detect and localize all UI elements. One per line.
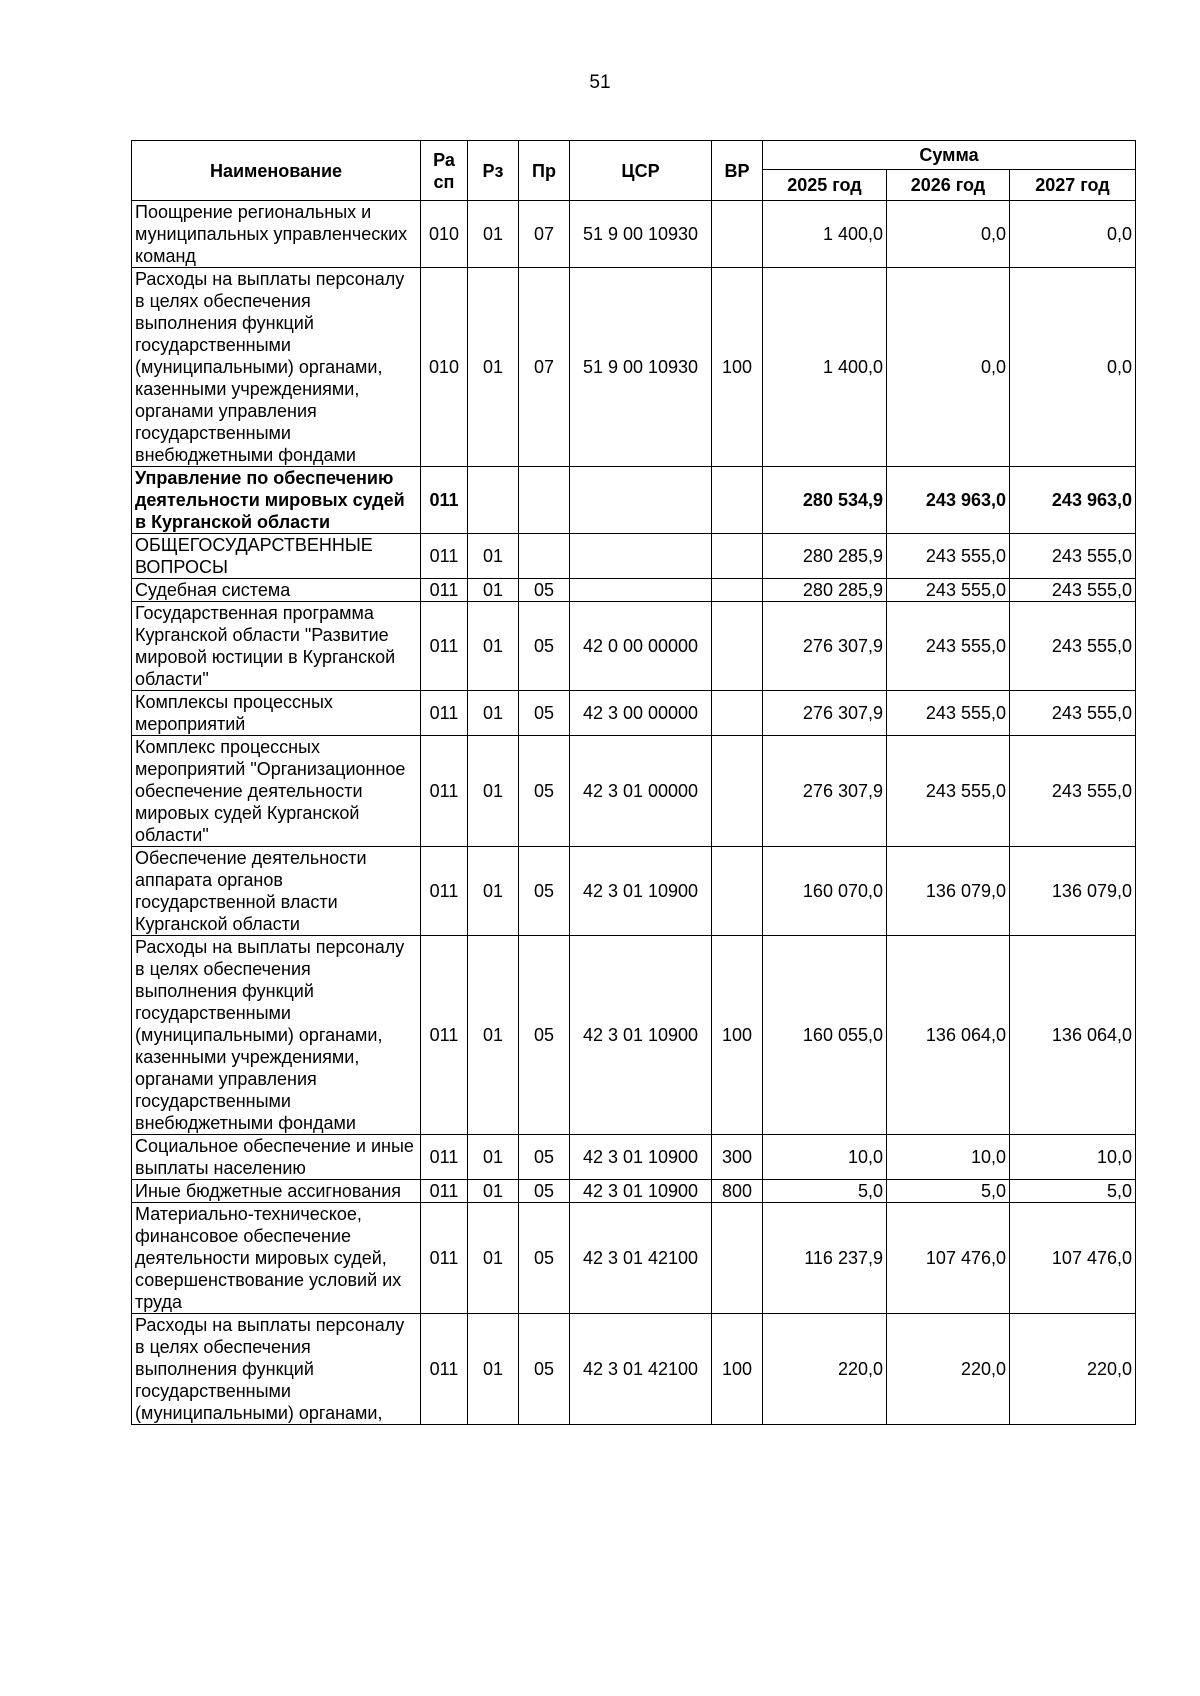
table-row — [132, 1203, 1136, 1314]
cell-csr — [570, 467, 712, 534]
cell-csr — [570, 534, 712, 579]
cell-rz: 01 — [468, 1203, 519, 1314]
cell-vr — [712, 602, 763, 691]
cell-csr: 42 3 01 00000 — [570, 736, 712, 847]
cell-vr: 100 — [712, 1314, 763, 1425]
cell-2026: 107 476,0 — [887, 1203, 1010, 1314]
header-2026: 2026 год — [887, 170, 1010, 201]
cell-rz — [468, 467, 519, 534]
cell-csr: 42 3 01 10900 — [570, 936, 712, 1135]
cell-2027: 243 555,0 — [1010, 736, 1136, 847]
cell-rasp: 011 — [421, 467, 468, 534]
table-row — [132, 936, 1136, 1135]
cell-rz: 01 — [468, 936, 519, 1135]
cell-csr: 42 3 01 10900 — [570, 1135, 712, 1180]
cell-vr — [712, 847, 763, 936]
cell-csr: 51 9 00 10930 — [570, 268, 712, 467]
header-rz: Рз — [468, 141, 519, 201]
cell-rz: 01 — [468, 736, 519, 847]
cell-2025: 5,0 — [763, 1180, 887, 1203]
table-row — [132, 467, 1136, 534]
cell-pr — [519, 467, 570, 534]
cell-csr: 42 0 00 00000 — [570, 602, 712, 691]
cell-2027: 243 963,0 — [1010, 467, 1136, 534]
table-header — [132, 141, 1136, 201]
cell-rasp: 011 — [421, 847, 468, 936]
cell-2026: 243 555,0 — [887, 691, 1010, 736]
table-row — [132, 201, 1136, 268]
cell-pr: 05 — [519, 847, 570, 936]
cell-2026: 0,0 — [887, 201, 1010, 268]
cell-2025: 280 285,9 — [763, 534, 887, 579]
cell-2025: 276 307,9 — [763, 691, 887, 736]
cell-name: Обеспечение деятельности аппарата органов государственной власти Курганской области — [132, 847, 421, 936]
cell-csr: 42 3 01 42100 — [570, 1314, 712, 1425]
cell-rasp: 011 — [421, 1135, 468, 1180]
cell-name: Судебная система — [132, 579, 421, 602]
cell-rasp: 011 — [421, 579, 468, 602]
cell-2025: 1 400,0 — [763, 201, 887, 268]
cell-vr — [712, 579, 763, 602]
cell-vr: 100 — [712, 268, 763, 467]
cell-csr: 42 3 00 00000 — [570, 691, 712, 736]
header-2027: 2027 год — [1010, 170, 1136, 201]
cell-2025: 220,0 — [763, 1314, 887, 1425]
cell-rasp: 011 — [421, 1314, 468, 1425]
cell-2026: 10,0 — [887, 1135, 1010, 1180]
cell-rasp: 011 — [421, 936, 468, 1135]
cell-name: Поощрение региональных и муниципальных управленческих команд — [132, 201, 421, 268]
cell-2025: 280 534,9 — [763, 467, 887, 534]
cell-pr: 05 — [519, 1203, 570, 1314]
cell-2027: 243 555,0 — [1010, 602, 1136, 691]
cell-csr: 51 9 00 10930 — [570, 201, 712, 268]
cell-pr: 05 — [519, 691, 570, 736]
cell-rasp: 011 — [421, 691, 468, 736]
cell-name: Управление по обеспечению деятельности мировых судей в Курганской области — [132, 467, 421, 534]
cell-2027: 5,0 — [1010, 1180, 1136, 1203]
table-row — [132, 1180, 1136, 1203]
cell-pr: 05 — [519, 579, 570, 602]
table-body — [132, 201, 1136, 1425]
cell-vr — [712, 1203, 763, 1314]
cell-rasp: 010 — [421, 201, 468, 268]
cell-2025: 1 400,0 — [763, 268, 887, 467]
cell-2026: 243 963,0 — [887, 467, 1010, 534]
cell-pr: 05 — [519, 736, 570, 847]
cell-vr: 300 — [712, 1135, 763, 1180]
table-row — [132, 847, 1136, 936]
cell-2025: 160 055,0 — [763, 936, 887, 1135]
cell-2025: 276 307,9 — [763, 602, 887, 691]
cell-2027: 107 476,0 — [1010, 1203, 1136, 1314]
cell-rz: 01 — [468, 1180, 519, 1203]
cell-2026: 136 079,0 — [887, 847, 1010, 936]
table-row — [132, 1314, 1136, 1425]
cell-name: Комплексы процессных мероприятий — [132, 691, 421, 736]
cell-2026: 243 555,0 — [887, 579, 1010, 602]
table-row — [132, 736, 1136, 847]
cell-name: Материально-техническое, финансовое обеспечение деятельности мировых судей, совершенствование условий их труда — [132, 1203, 421, 1314]
cell-2027: 243 555,0 — [1010, 534, 1136, 579]
page-number: 51 — [589, 72, 611, 93]
cell-name: Государственная программа Курганской области "Развитие мировой юстиции в Курганской области" — [132, 602, 421, 691]
cell-2026: 243 555,0 — [887, 534, 1010, 579]
cell-2025: 160 070,0 — [763, 847, 887, 936]
header-csr: ЦСР — [570, 141, 712, 201]
cell-2025: 280 285,9 — [763, 579, 887, 602]
table-row — [132, 534, 1136, 579]
cell-2026: 220,0 — [887, 1314, 1010, 1425]
cell-rasp: 011 — [421, 1180, 468, 1203]
cell-csr — [570, 579, 712, 602]
cell-vr: 100 — [712, 936, 763, 1135]
cell-vr — [712, 691, 763, 736]
cell-pr: 05 — [519, 602, 570, 691]
cell-2025: 10,0 — [763, 1135, 887, 1180]
cell-vr — [712, 467, 763, 534]
cell-2026: 0,0 — [887, 268, 1010, 467]
cell-2027: 136 064,0 — [1010, 936, 1136, 1135]
cell-pr: 05 — [519, 1314, 570, 1425]
table-row — [132, 691, 1136, 736]
cell-name: Расходы на выплаты персоналу в целях обеспечения выполнения функций государственными (муниципальными) органами, — [132, 1314, 421, 1425]
header-name: Наименование — [132, 141, 421, 201]
cell-rz: 01 — [468, 579, 519, 602]
cell-2027: 243 555,0 — [1010, 691, 1136, 736]
cell-2026: 243 555,0 — [887, 602, 1010, 691]
header-sum: Сумма — [763, 141, 1136, 170]
header-pr: Пр — [519, 141, 570, 201]
cell-rasp: 010 — [421, 268, 468, 467]
cell-rz: 01 — [468, 602, 519, 691]
cell-2026: 136 064,0 — [887, 936, 1010, 1135]
cell-csr: 42 3 01 10900 — [570, 847, 712, 936]
cell-vr — [712, 201, 763, 268]
cell-vr: 800 — [712, 1180, 763, 1203]
cell-2027: 0,0 — [1010, 268, 1136, 467]
cell-rasp: 011 — [421, 534, 468, 579]
cell-name: Расходы на выплаты персоналу в целях обеспечения выполнения функций государственными (муниципальными) органами, казенными учреждениями, органами управления государственными внебюджетными фондами — [132, 268, 421, 467]
cell-2027: 243 555,0 — [1010, 579, 1136, 602]
cell-vr — [712, 736, 763, 847]
cell-name: Комплекс процессных мероприятий "Организационное обеспечение деятельности мировых судей Курганской области" — [132, 736, 421, 847]
cell-rz: 01 — [468, 1314, 519, 1425]
cell-rz: 01 — [468, 534, 519, 579]
cell-2027: 0,0 — [1010, 201, 1136, 268]
cell-csr: 42 3 01 42100 — [570, 1203, 712, 1314]
cell-pr — [519, 534, 570, 579]
cell-pr: 05 — [519, 1180, 570, 1203]
cell-rz: 01 — [468, 847, 519, 936]
cell-rz: 01 — [468, 201, 519, 268]
cell-rasp: 011 — [421, 602, 468, 691]
cell-name: ОБЩЕГОСУДАРСТВЕННЫЕ ВОПРОСЫ — [132, 534, 421, 579]
header-vr: ВР — [712, 141, 763, 201]
cell-2025: 276 307,9 — [763, 736, 887, 847]
cell-pr: 05 — [519, 936, 570, 1135]
cell-2027: 10,0 — [1010, 1135, 1136, 1180]
cell-vr — [712, 534, 763, 579]
cell-rz: 01 — [468, 691, 519, 736]
cell-rz: 01 — [468, 1135, 519, 1180]
cell-rz: 01 — [468, 268, 519, 467]
budget-table — [131, 140, 1136, 1425]
cell-2027: 136 079,0 — [1010, 847, 1136, 936]
table-row — [132, 602, 1136, 691]
cell-pr: 07 — [519, 201, 570, 268]
cell-pr: 05 — [519, 1135, 570, 1180]
cell-2026: 243 555,0 — [887, 736, 1010, 847]
cell-name: Расходы на выплаты персоналу в целях обеспечения выполнения функций государственными (муниципальными) органами, казенными учреждениями, органами управления государственными внебюджетными фондами — [132, 936, 421, 1135]
table-row — [132, 268, 1136, 467]
table-row — [132, 1135, 1136, 1180]
header-2025: 2025 год — [763, 170, 887, 201]
cell-rasp: 011 — [421, 1203, 468, 1314]
cell-name: Социальное обеспечение и иные выплаты населению — [132, 1135, 421, 1180]
cell-name: Иные бюджетные ассигнования — [132, 1180, 421, 1203]
cell-2026: 5,0 — [887, 1180, 1010, 1203]
table-row — [132, 579, 1136, 602]
cell-2025: 116 237,9 — [763, 1203, 887, 1314]
cell-rasp: 011 — [421, 736, 468, 847]
header-rasp: Ра сп — [421, 141, 468, 201]
cell-pr: 07 — [519, 268, 570, 467]
cell-csr: 42 3 01 10900 — [570, 1180, 712, 1203]
cell-2027: 220,0 — [1010, 1314, 1136, 1425]
